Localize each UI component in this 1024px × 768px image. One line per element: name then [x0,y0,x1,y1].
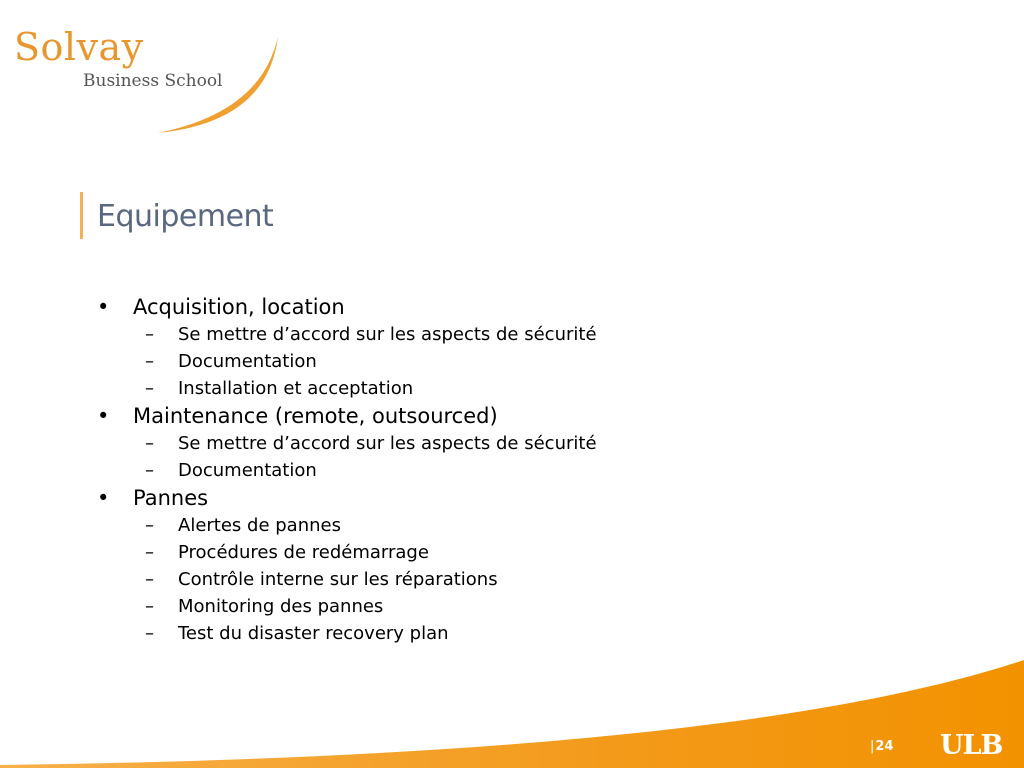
bullet-item [97,402,797,430]
ulb-logo: ULB [940,730,1003,761]
bullet-icon: • [97,404,110,428]
sub-item-label: Documentation [178,460,317,481]
sub-item-label: Installation et acceptation [178,378,414,399]
sub-item [97,457,797,484]
logo-subtitle: Business School [83,71,223,91]
sub-item-label: Test du disaster recovery plan [178,623,449,644]
slide-title: Equipement [97,199,274,234]
bullet-item [97,293,797,321]
dash-icon: – [145,542,154,563]
sub-item-label: Contrôle interne sur les réparations [178,569,498,590]
bullet-item [97,484,797,512]
sub-item [97,566,797,593]
bullet-icon: • [97,486,110,510]
sub-item-label: Procédures de redémarrage [178,542,429,563]
sub-item [97,375,797,402]
dash-icon: – [145,596,154,617]
sub-item-label: Se mettre d’accord sur les aspects de sécurité [178,324,597,345]
dash-icon: – [145,351,154,372]
sub-item [97,321,797,348]
page-number [870,739,893,754]
sub-item [97,593,797,620]
sub-item [97,430,797,457]
bullet-label: Acquisition, location [133,295,345,319]
sub-item [97,512,797,539]
bullet-label: Maintenance (remote, outsourced) [133,404,498,428]
dash-icon: – [145,515,154,536]
solvay-logo [0,0,300,150]
sub-item-label: Alertes de pannes [178,515,341,536]
title-accent-bar [80,192,83,239]
page-number-value: 24 [875,739,894,754]
sub-item-label: Se mettre d’accord sur les aspects de sécurité [178,433,597,454]
dash-icon: – [145,460,154,481]
dash-icon: – [145,623,154,644]
dash-icon: – [145,378,154,399]
slide-content [97,293,797,647]
bullet-label: Pannes [133,486,209,510]
page-separator: | [870,739,875,754]
dash-icon: – [145,569,154,590]
sub-item [97,539,797,566]
sub-item [97,348,797,375]
sub-item-label: Monitoring des pannes [178,596,384,617]
logo-name: Solvay [14,25,144,69]
dash-icon: – [145,324,154,345]
sub-item-label: Documentation [178,351,317,372]
dash-icon: – [145,433,154,454]
bullet-icon: • [97,295,110,319]
